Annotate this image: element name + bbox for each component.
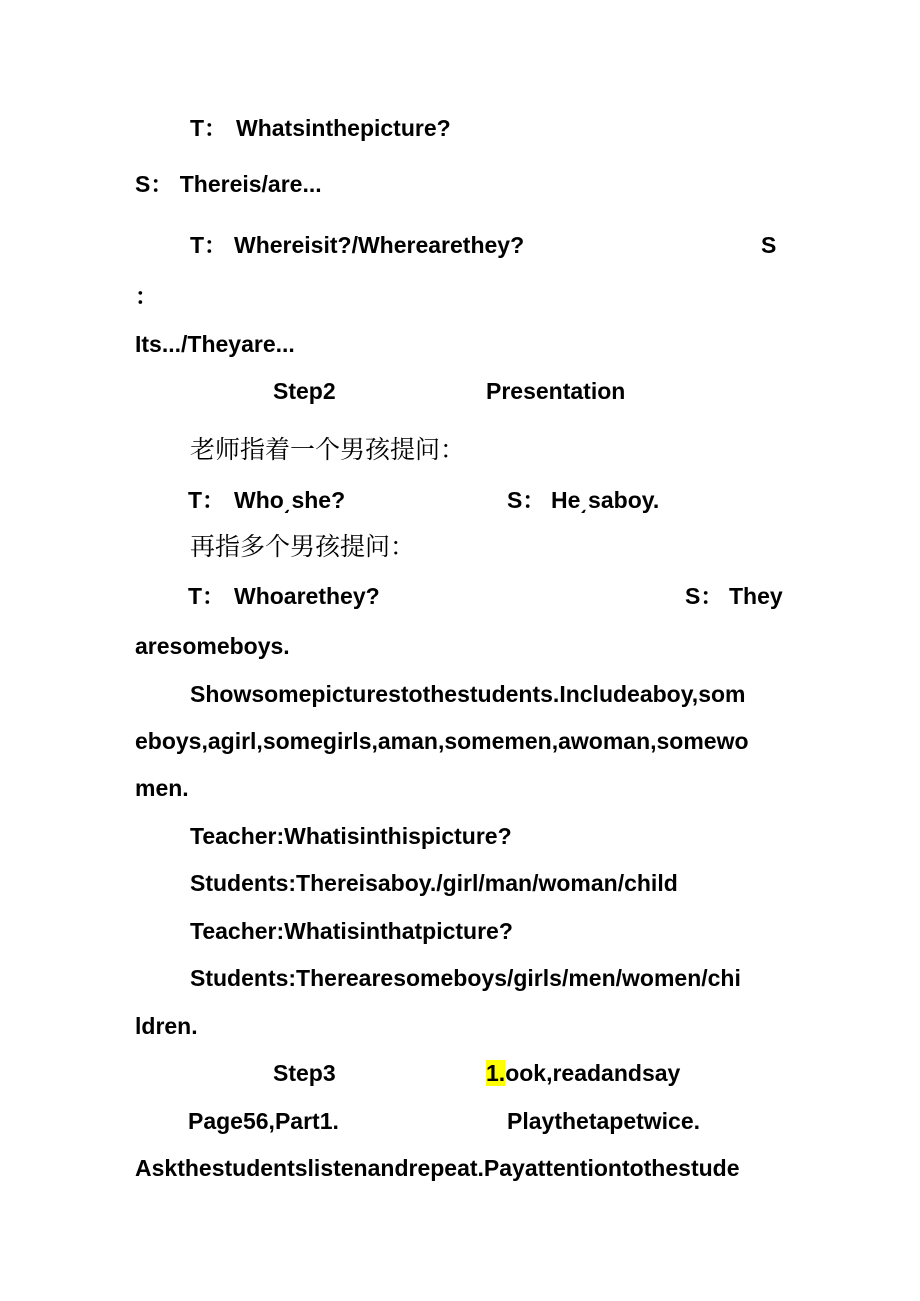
chinese-instruction: 再指多个男孩提问：	[190, 532, 416, 561]
paragraph-line: Showsomepicturestothestudents.Includeaboy,som	[190, 681, 746, 707]
student-label: S：	[685, 583, 724, 609]
teacher-question: Whereisit?/Wherearethey?	[234, 232, 525, 258]
paragraph-line: eboys,agirl,somegirls,aman,somemen,awoman,somewo	[135, 728, 749, 754]
dialogue-line: ldren.	[135, 1013, 198, 1039]
step-title	[486, 1058, 680, 1088]
student-answer: They	[729, 583, 783, 609]
chinese-instruction: 老师指着一个男孩提问：	[190, 435, 466, 464]
teacher-question: Who͵she?	[234, 487, 346, 513]
highlighted-number: 1.	[486, 1060, 506, 1086]
teacher-question: Whoarethey?	[234, 583, 380, 609]
teacher-label: T：	[190, 232, 228, 258]
dialogue-line: Students:Therearesomeboys/girls/men/women/chi	[190, 965, 741, 991]
dialogue-line: Teacher:Whatisinthatpicture?	[190, 918, 513, 944]
paragraph-line: Page56,Part1.	[188, 1108, 339, 1134]
paragraph-line: men.	[135, 775, 189, 801]
student-answer: He͵saboy.	[551, 487, 660, 513]
student-label: S	[761, 232, 777, 258]
student-label: S：	[507, 487, 546, 513]
paragraph-line: Playthetapetwice.	[507, 1108, 701, 1134]
dialogue-line: Teacher:Whatisinthispicture?	[190, 823, 512, 849]
student-answer: Its.../Theyare...	[135, 331, 295, 357]
teacher-question: Whatsinthepicture?	[236, 115, 451, 141]
teacher-label: T：	[190, 115, 228, 141]
step-label: Step2	[273, 378, 336, 404]
student-answer: aresomeboys.	[135, 633, 290, 659]
paragraph-line: Askthestudentslistenandrepeat.Payattentiontothestude	[135, 1155, 740, 1181]
step-title-text: ook,readandsay	[505, 1060, 681, 1086]
step-label: Step3	[273, 1060, 336, 1086]
teacher-label: T：	[188, 583, 226, 609]
teacher-label: T：	[188, 487, 226, 513]
dialogue-line: Students:Thereisaboy./girl/man/woman/child	[190, 870, 678, 896]
step-title: Presentation	[486, 378, 626, 404]
student-answer: S： Thereis/are...	[135, 171, 322, 197]
colon-mark: ：	[135, 283, 158, 309]
